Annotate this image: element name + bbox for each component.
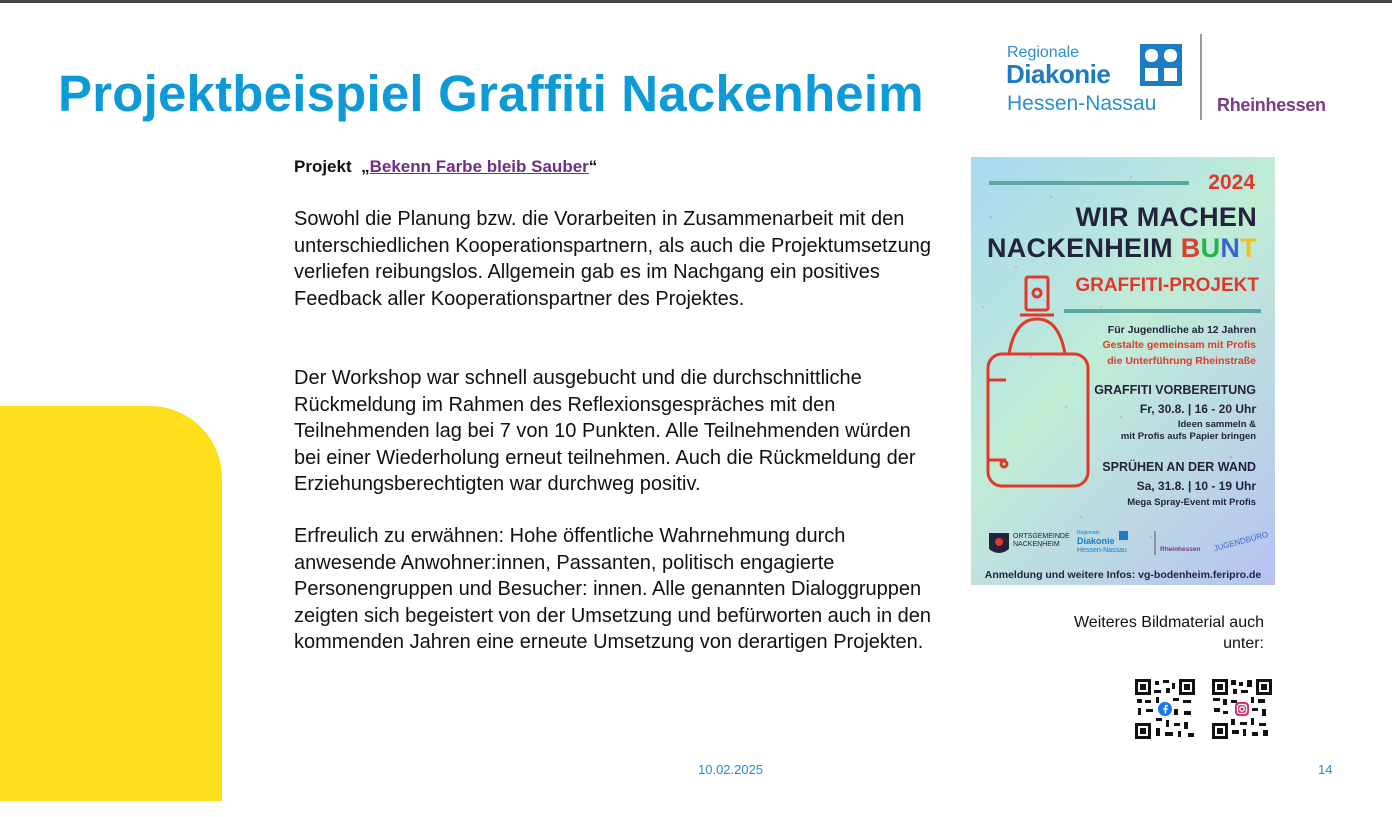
poster-headline-1: WIR MACHEN — [1075, 202, 1257, 232]
page-number: 14 — [1318, 762, 1333, 777]
more-material-text: Weiteres Bildmaterial auch unter: — [1073, 614, 1264, 652]
poster-mid-stripe — [1064, 309, 1261, 313]
poster-footer: Anmeldung und weitere Infos: vg-bodenheim.feripro.de — [984, 569, 1262, 581]
spray-can-icon — [988, 277, 1088, 486]
headline-prefix: NACKENHEIM — [986, 233, 1181, 263]
poster-section2-title: SPRÜHEN AN DER WAND — [1102, 460, 1256, 474]
diakonie-cross-icon — [1140, 44, 1182, 86]
poster-subtitle: GRAFFITI-PROJEKT — [1075, 275, 1259, 296]
partner-gemeinde-line1: ORTSGEMEINDE — [1013, 533, 1070, 540]
top-border — [0, 0, 1392, 3]
partner-gemeinde-line2: NACKENHEIM — [1013, 541, 1060, 548]
diakonie-logo — [1005, 40, 1335, 125]
poster-section1-title: GRAFFITI VORBEREITUNG — [1094, 383, 1256, 397]
logo-rheinhessen: Rheinhessen — [1217, 95, 1326, 115]
event-poster — [971, 157, 1275, 585]
poster-year: 2024 — [1208, 171, 1255, 194]
instagram-qr-code[interactable] — [1211, 678, 1273, 740]
project-heading — [294, 157, 597, 177]
logo-hessen-nassau: Hessen-Nassau — [1007, 92, 1157, 115]
facebook-qr-code[interactable] — [1134, 678, 1196, 740]
paragraph-planning: Sowohl die Planung bzw. die Vorarbeiten in Zusammenarbeit mit den unterschiedlichen Kooperationspartnern, als auch die Projektumsetzung verliefen reibungslos. Allgemein gab es im Nachgang ein positives Feedback aller Kooperationspartner des Projektes. — [294, 208, 932, 310]
poster-section1-date: Fr, 30.8. | 16 - 20 Uhr — [1139, 402, 1256, 416]
partner-diakonie-line3: Hessen-Nassau — [1077, 547, 1127, 554]
close-quote: “ — [588, 157, 598, 176]
project-prefix: Projekt — [294, 157, 352, 176]
partner-jugendbuero: JUGENDBÜRO — [1212, 529, 1270, 554]
poster-tagline-2: die Unterführung Rheinstraße — [1107, 355, 1256, 367]
poster-tagline-1: Gestalte gemeinsam mit Profis — [1102, 339, 1256, 351]
bunt-letter-u: U — [1200, 233, 1221, 263]
paragraph-workshop: Der Workshop war schnell ausgebucht und die durchschnittliche Rückmeldung im Rahmen des Reflexionsgespräches mit den Teilnehmenden lag bei 7 von 10 Punkten. Alle Teilnehmenden würden bei einer Wiederholung erneut teilnehmen. Auch die Rückmeldung der Erziehungsberechtigten war durchweg positiv. — [294, 367, 916, 495]
logo-regionale: Regionale — [1007, 44, 1080, 61]
bunt-letter-b: B — [1180, 233, 1201, 263]
open-quote: „ — [361, 157, 370, 176]
project-link[interactable]: Bekenn Farbe bleib Sauber — [369, 157, 589, 176]
bunt-letter-t: T — [1240, 233, 1257, 263]
poster-audience: Für Jugendliche ab 12 Jahren — [1107, 324, 1256, 336]
poster-headline-2 — [971, 233, 1257, 264]
logo-diakonie: Diakonie — [1006, 59, 1111, 89]
paragraph-public: Erfreulich zu erwähnen: Hohe öffentliche Wahrnehmung durch anwesende Anwohner:innen, Passanten, politisch engagierte Personengruppen und Besucher: innen. Alle genannten Dialoggruppen zeigten sich begeistert von der Umsetzung und befürworten auch in den kommenden Jahren eine erneute Umsetzung von derartigen Projekten. — [294, 525, 932, 653]
poster-section1-desc1: Ideen sammeln & — [1177, 419, 1256, 430]
poster-top-stripe — [989, 181, 1189, 185]
logo-divider — [1200, 34, 1202, 120]
bunt-letter-n: N — [1220, 233, 1241, 263]
partner-diakonie-line2: Diakonie — [1077, 536, 1115, 546]
partner-diakonie-region: Rheinhessen — [1160, 546, 1201, 553]
slide-title: Projektbeispiel Graffiti Nackenheim — [58, 65, 924, 122]
yellow-decoration — [0, 406, 222, 801]
footer-date: 10.02.2025 — [698, 762, 764, 777]
gemeinde-crest-icon — [989, 533, 1009, 553]
facebook-icon — [1158, 702, 1172, 716]
partner-diakonie-line1: Regionale — [1077, 530, 1100, 536]
poster-section2-desc: Mega Spray-Event mit Profis — [1127, 497, 1256, 508]
poster-section1-desc2: mit Profis aufs Papier bringen — [1120, 431, 1256, 442]
poster-section2-date: Sa, 31.8. | 10 - 19 Uhr — [1136, 479, 1256, 493]
diakonie-mini-icon — [1119, 531, 1128, 540]
instagram-icon — [1235, 702, 1249, 716]
